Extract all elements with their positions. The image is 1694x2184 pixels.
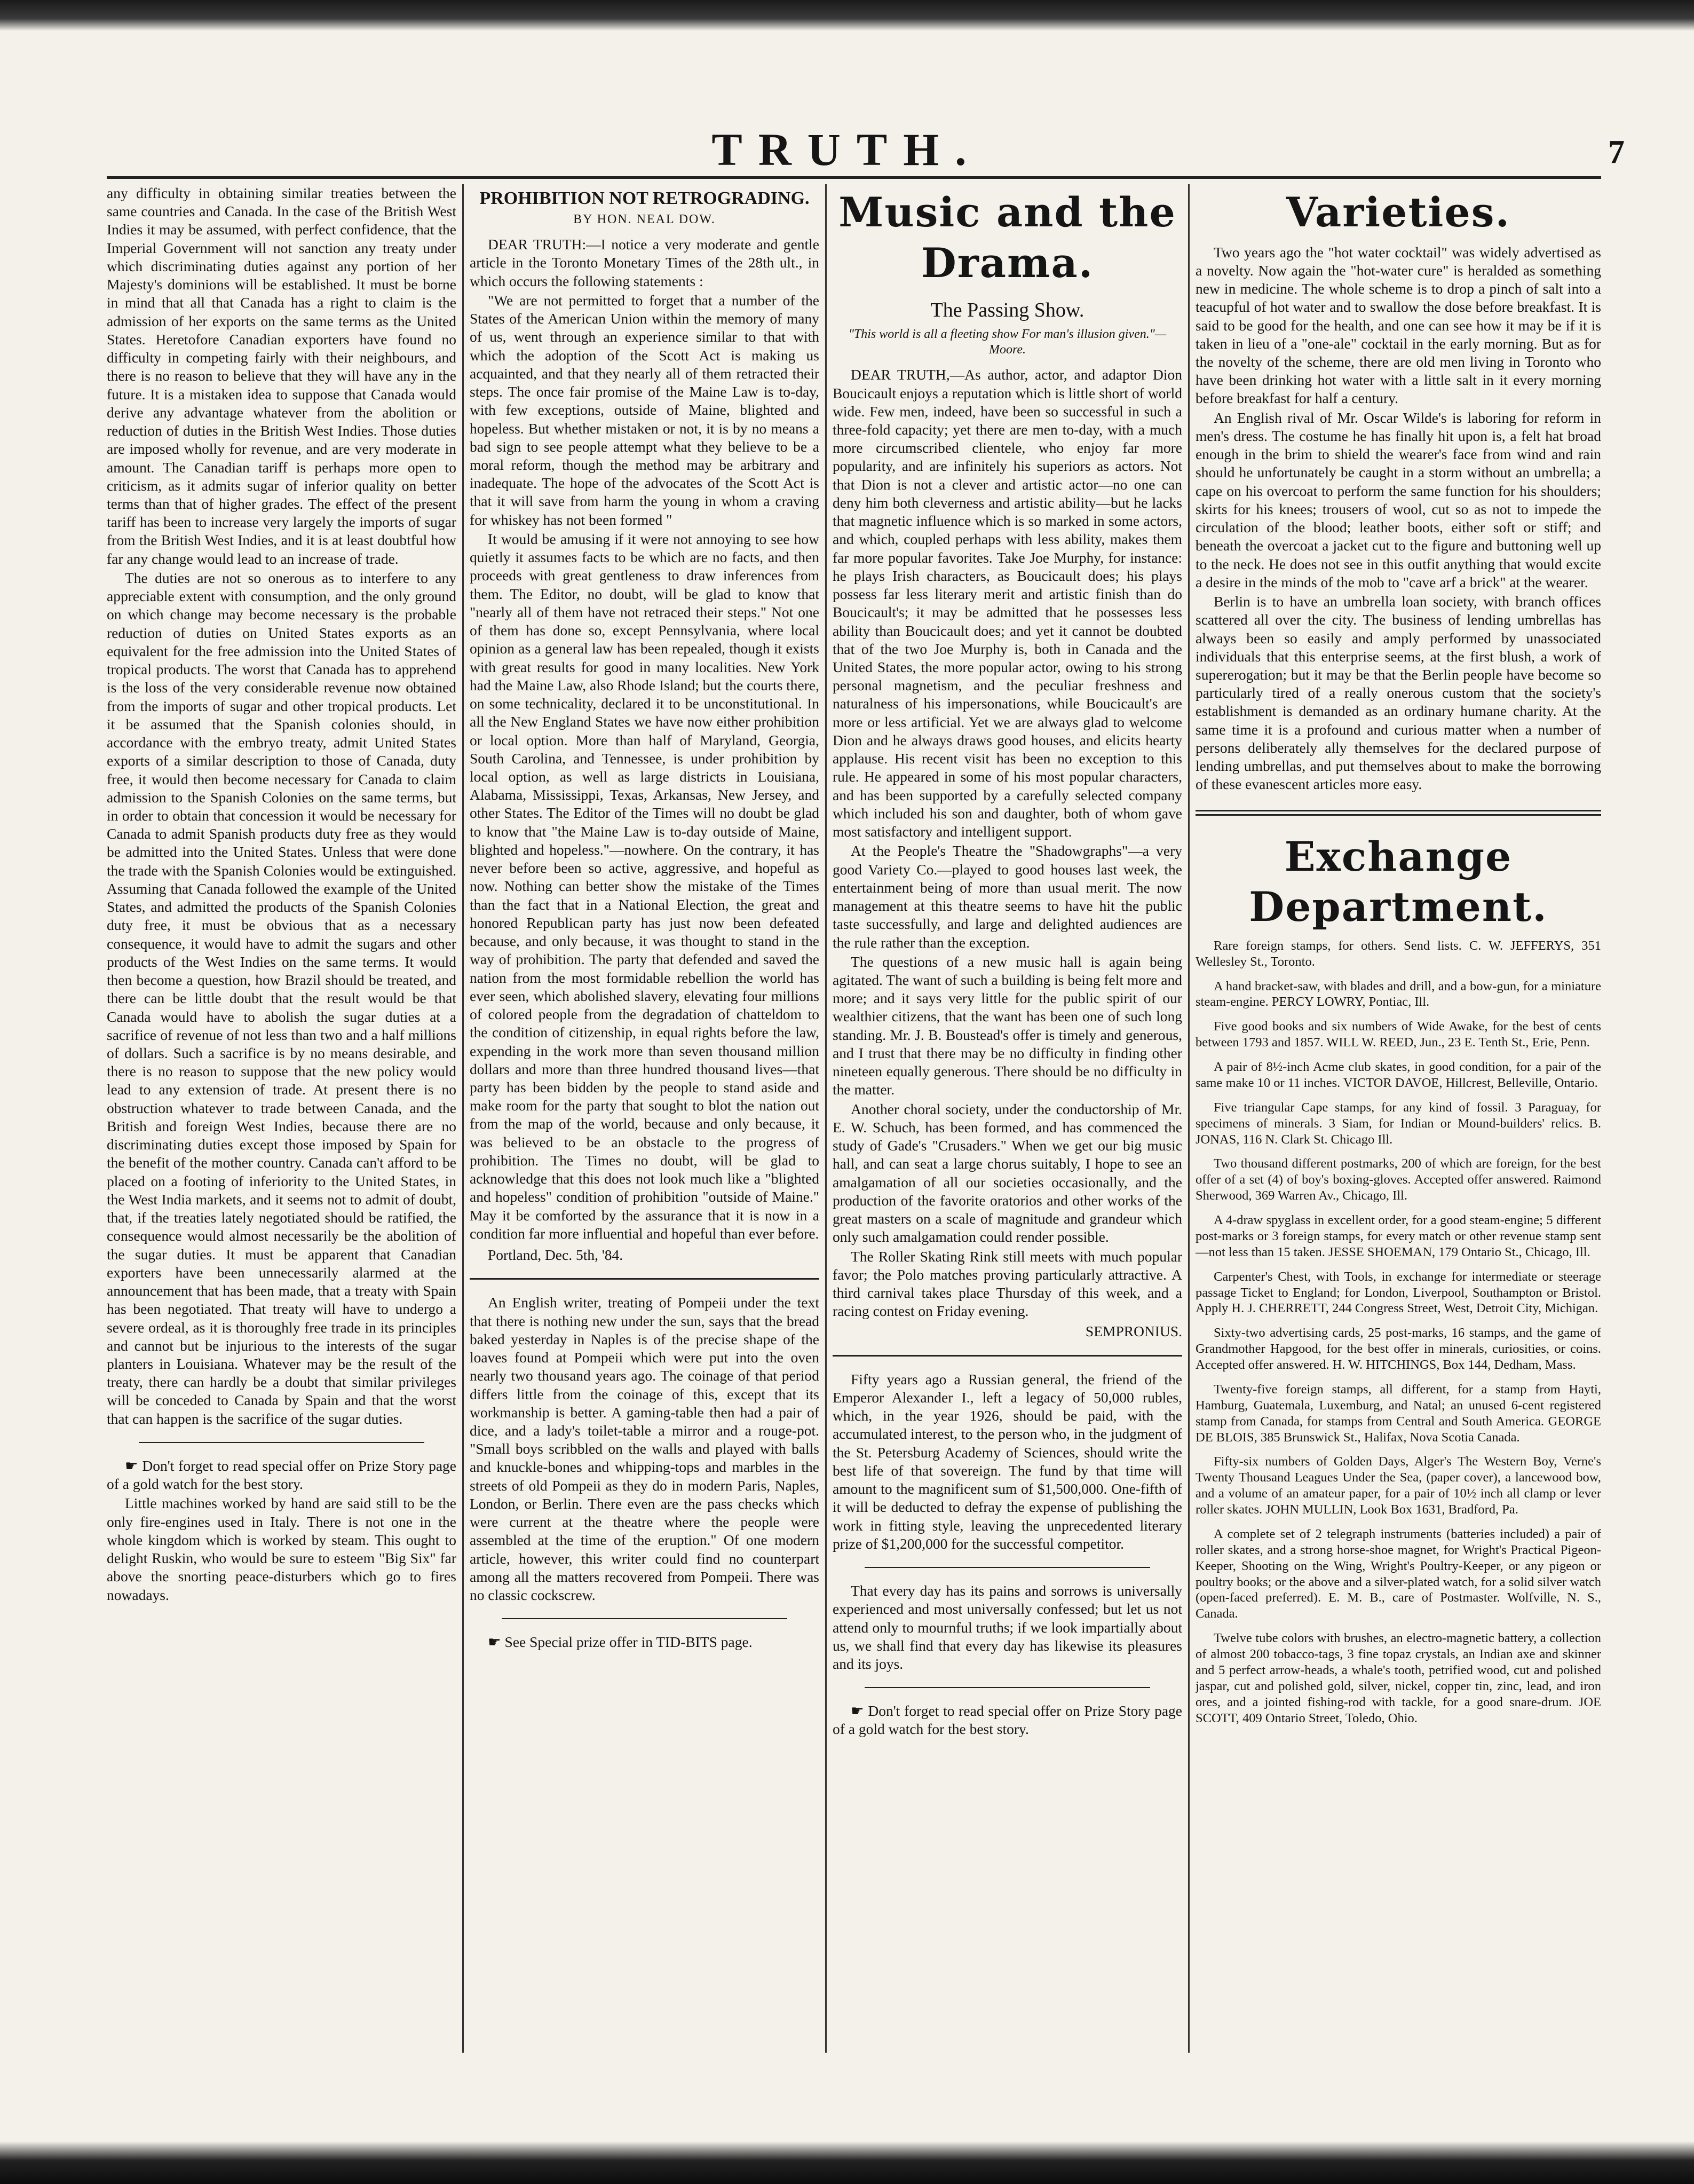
column-4 xyxy=(1196,184,1601,2085)
article-paragraph: any difficulty in obtaining similar treaties between the same countries and Canada. In the case of the British West Indies it may be assumed, with perfect confidence, that the Imperial Government will not sanction any treaty under which discriminating duties against any portion of her Majesty's dominions will be established. It must be borne in mind that all that Canada has a right to claim is the admission of her exports on the same terms as the United States. Heretofore Canadian exporters have found no difficulty in competing fairly with their neighbours, and there is no reason to believe that they will have any in the future. It is a mistaken idea to suppose that Canada would derive any advantage whatever from the abolition or reduction of duties in the British West Indies. Those duties are imposed wholly for revenue, and are very moderate in amount. The Canadian tariff is perhaps more open to criticism, as it admits sugar of inferior quality on better terms than that of higher grades. The effect of the present tariff has been to increase very largely the imports of sugar from the British West Indies, and it is at least doubtful how far any change would lead to an increase of trade. xyxy=(107,185,456,567)
article-paragraph: At the People's Theatre the "Shadowgraphs"—a very good Variety Co.—played to good houses last week, the entertainment being of more than usual merit. The now management at this theatre seems to have hit the public taste successfully, and large and delighted audiences are the rule rather than the exception. xyxy=(833,842,1182,951)
column-separator xyxy=(462,184,464,2053)
exchange-item: Twelve tube colors with brushes, an electro-magnetic battery, a collection of almost 200 tobacco-tags, 3 fine topaz crystals, an Indian axe and skinner and 5 perfect arrow-heads, a whale's tooth, petrified wood, cut and polished jaspar, cut and polished gold, silver, nickel, copper tin, zinc, lead, and iron ores, and a jointed fishing-rod with tackle, for a good snare-drum. JOE SCOTT, 409 Ontario Street, Toledo, Ohio. xyxy=(1196,1631,1601,1725)
article-paragraph: Little machines worked by hand are said still to be the only fire-engines used in Italy. There is not one in the whole kingdom which is worked by steam. This ought to delight Ruskin, who would be sure to esteem "Big Six" far above the snorting peace-disturbers which go to fires nowadays. xyxy=(107,1495,456,1603)
prize-notice-text: See Special prize offer in TID-BITS page. xyxy=(504,1634,753,1651)
pointing-hand-icon: ☛ xyxy=(851,1702,868,1720)
exchange-item: Fifty-six numbers of Golden Days, Alger's The Western Boy, Verne's Twenty Thousand Leagues Under the Sea, (paper cover), a lancewood bow, and a volume of an amateur paper, for a pair of 10½ inch all clamp or lever roller skates. JOHN MULLIN, Look Box 1631, Bradford, Pa. xyxy=(1196,1454,1601,1517)
article-paragraph: That every day has its pains and sorrows is universally experienced and most universally confessed; but let us not attend only to mournful truths; if we look impartially about us, we shall find that every day has likewise its pleasures and its joys. xyxy=(833,1582,1182,1672)
exchange-item: A 4-draw spyglass in excellent order, for a good steam-engine; 5 different post-marks or 3 foreign stamps, for every match or other revenue stamp sent—not less than 15 taken. JESSE SHOEMAN, 179 Ontario St., Chicago, Ill. xyxy=(1196,1213,1601,1259)
page-number: 7 xyxy=(1608,134,1625,170)
article-paragraph: Fifty years ago a Russian general, the friend of the Emperor Alexander I., left a legacy of 50,000 rubles, which, in the year 1926, should be paid, with the accumulated interest, to the person who, in the judgment of the St. Petersburg Academy of Sciences, should write the best life of that sovereign. The fund by that time will amount to the magnificent sum of $1,500,000. One-fifth of it will be deducted to defray the expense of publishing the work in fitting style, leaving the unprecedented literary prize of $1,200,000 for the successful competitor. xyxy=(833,1370,1182,1552)
article-paragraph: It would be amusing if it were not annoying to see how quietly it assumes facts to be which are no facts, and then proceeds with great gentleness to draw inferences from them. The Editor, no doubt, will be glad to know that "nearly all of them have not retraced their steps." Not one of them has done so, except Pennsylvania, where local opinion as a general law has been repealed, though it exists with great results for good in many localities. New York had the Maine Law, also Rhode Island; but the courts there, on some technicality, declared it to be unconstitutional. In all the New England States we have now either prohibition or local option. More than half of Maryland, Georgia, South Carolina, and Tennessee, is under prohibition by local option, as well as large districts in Louisiana, Alabama, Mississippi, Texas, Arkansas, New Jersey, and other States. The Editor of the Times will no doubt be glad to know that "the Maine Law is to-day outside of Maine, blighted and hopeless."—nowhere. On the contrary, it has never before been so active, aggressive, and hopeful as now. Nothing can better show the mistake of the Times than the fact that in a National Election, the great and honored Republican party has just now been defeated because, and only because, it was thought to stand in the way of prohibition. The party that defended and saved the nation from the most formidable rebellion the world has ever seen, which abolished slavery, elevating four millions of colored people from the degradation of chatteldom to the condition of citizenship, in equal rights before the law, expending in the work more than seven thousand million dollars and more than three hundred thousand lives—that party has been bidden by the people to stand aside and make room for the party that sought to blot the nation out from the map of the world, because and only because, it was believed to be an obstacle to the progress of prohibition. The Times no doubt, will be glad to acknowledge that this does not look much like a "blighted and hopeless" condition of prohibition "outside of Maine." May it be comforted by the assurance that it is now in a condition far more influential and hopeful than ever before. xyxy=(470,530,819,1242)
article-paragraph: The duties are not so onerous as to interfere to any appreciable extent with consumption, and the only ground on which change may become necessary is the probable reduction of duties on United States exports as an equivalent for the free admission into the United States of tropical products. The worst that Canada has to apprehend is the loss of the very considerable revenue now obtained from the imports of sugar and other tropical products. Let it be assumed that the Spanish colonies should, in accordance with the embryo treaty, admit United States exports of a similar description to those of Canada, duty free, it would then become necessary for Canada to claim admission to the Spanish Colonies on the same terms, but in order to obtain that concession it would be necessary for Canada to admit Spanish products duty free as they would be admitted into the United States. Unless that were done the trade with the Spanish Colonies would be extinguished. Assuming that Canada followed the example of the United States, and admitted the products of the Spanish Colonies duty free, it must be obvious that as a necessary consequence, it would have to admit the sugars and other products of the West Indies on the same terms. It would then become a question, how Brazil should be treated, and there can be little doubt that the result would be that Canada would have to abolish the sugar duties at a sacrifice of revenue of not less than two and a half millions of dollars. Such a sacrifice is by no means desirable, and there is no reason to suppose that the new policy would lead to any extension of trade. At present there is no obstruction whatever to trade between Canada, and the British and foreign West Indies, because there are no discriminating duties except those imposed by Spain for the benefit of the mother country. Canada can't afford to be placed on a footing of inferiority to the United States, in the West India markets, and it seems not to admit of doubt, that, if the treaties lately negotiated should be ratified, the consequence would almost necessarily be the abolition of the sugar duties. It must be apparent that Canadian exporters have been unnecessarily alarmed at the announcement that has been made, that a treaty with Spain has been negotiated. That treaty will have to undergo a severe ordeal, as it is thoroughly free trade in its principles and cannot but be injurious to the interests of the sugar planters in Louisiana. Whatever may be the result of the treaty, there can hardly be a doubt that similar privileges will be conceded to Canada by Spain and that the worst that can happen is the sacrifice of the sugar duties. xyxy=(107,569,456,1427)
prize-notice xyxy=(107,1457,456,1493)
column-separator xyxy=(825,184,827,2053)
column-1 xyxy=(107,184,456,2085)
exchange-item: A hand bracket-saw, with blades and drill, and a bow-gun, for a miniature steam-engine. PERCY LOWRY, Pontiac, Ill. xyxy=(1196,979,1601,1010)
pointing-hand-icon: ☛ xyxy=(488,1634,505,1651)
section-title: Exchange Department. xyxy=(1249,832,1548,931)
article-paragraph: An English writer, treating of Pompeii under the text that there is nothing new under the sun, says that the bread baked yesterday in Naples is of the precise shape of the loaves found at Pompeii which were put into the oven nearly two thousand years ago. The coinage of that period differs little from the coinage of this, except that its workmanship is better. A gaming-table then had a pair of dice, and a lady's toilet-table a mirror and a rouge-pot. "Small boys scribbled on the walls and played with balls and knuckle-bones and whipping-tops and marbles in the streets of old Pompeii as they do in modern Paris, Naples, London, or Berlin. There even are the pass checks which were current at the theatre where the people were assembled at the time of the eruption." Of one modern article, however, this writer could find no counterpart among all the matters recovered from Pompeii. There was no classic cockscrew. xyxy=(470,1294,819,1604)
article-subhead: The Passing Show. xyxy=(930,299,1085,322)
article-paragraph: The questions of a new music hall is again being agitated. The want of such a building is being felt more and more; and it says very little for the public spirit of our wealthier citizens, that the want has been one of such long standing. Mr. J. B. Boustead's offer is timely and generous, and I trust that there may be no difficulty in finding other nineteen equally generous. There should be no difficulty in the matter. xyxy=(833,953,1182,1098)
article-paragraph: The Roller Skating Rink still meets with much popular favor; the Polo matches proving particularly attractive. A third carnival takes place Thursday of this week, and a racing contest on Friday evening. xyxy=(833,1248,1182,1320)
prize-notice xyxy=(833,1702,1182,1738)
divider xyxy=(865,1567,1150,1568)
divider xyxy=(865,1687,1150,1688)
exchange-listings xyxy=(1196,938,1601,1726)
article-paragraph: Berlin is to have an umbrella loan society, with branch offices scattered all over the city. The business of lending umbrellas has always been so easily and amply performed by unassociated individuals that this enterprise seems, at the first blush, a work of supererogation; but it may be that the Berlin people have become so particularly tired of a really onerous custom that the society's establishment is demanded as an ordinary humane charity. At the same time it is a profound and curious matter when a number of persons deliberately ally themselves for the declared purpose of lending umbrellas, and put themselves about to make the borrowing of these evanescent articles more easy. xyxy=(1196,593,1601,793)
exchange-item: Rare foreign stamps, for others. Send lists. C. W. JEFFERYS, 351 Wellesley St., Toronto. xyxy=(1196,938,1601,969)
masthead-rule xyxy=(107,176,1601,179)
prize-notice xyxy=(470,1633,819,1651)
article-paragraph: DEAR TRUTH,—As author, actor, and adaptor Dion Boucicault enjoys a reputation which is little short of world wide. Few men, indeed, have been so successful in such a three-fold capacity; yet there are men to-day, with a much more circumscribed clientele, who enjoy far more popularity, and are infinitely his superiors as actors. Not that Dion is not a clever and artistic actor—no one can deny him both cleverness and artistic ability—but he lacks that magnetic influence which is so marked in some actors, and which, coupled perhaps with less ability, makes them far more popular favorites. Take Joe Murphy, for instance: he plays Irish characters, as Boucicault does; his plays possess far less literary merit and artistic finish than do Boucicault's; it may be admitted that he possesses less ability than Boucicault does; and yet it cannot be doubted that of the two Joe Murphy is, both in Canada and the United States, the more popular actor, owing to his strong personal magnetism, and the peculiar freshness and naturalness of his impersonations, while Boucicault's are more or less artificial. Yet we are always glad to welcome Dion and he always draws good houses, and elicits hearty applause. His recent visit has been no exception to this rule. He appeared in some of his most popular characters, and has been supported by a carefully selected company which included his son and daughter, both of whom gave most satisfactory and intelligent support. xyxy=(833,366,1182,840)
article-signature: SEMPRONIUS. xyxy=(1085,1323,1182,1340)
exchange-item: Two thousand different postmarks, 200 of which are foreign, for the best offer of a set (4) of boy's boxing-gloves. Accepted offer answered. Raimond Sherwood, 369 Warren Av., Chicago, Ill. xyxy=(1196,1156,1601,1203)
article-paragraph: "We are not permitted to forget that a number of the States of the American Union within the memory of many of us, went through an experience similar to that with which the adoption of the Scott Act is making us acquainted, and that they nearly all of them retracted their steps. The once fair promise of the Maine Law is to-day, with few exceptions, outside of Maine, blighted and hopeless. But whether mistaken or not, it is by no means a bad sign to see people attempt what they believe to be a moral reform, though the method may be arbitrary and inadequate. The hope of the advocates of the Scott Act is that it will save from harm the young in whom a craving for whiskey has not been formed " xyxy=(470,291,819,528)
exchange-item: Carpenter's Chest, with Tools, in exchange for intermediate or steerage passage Ticket to England; for London, Liverpool, Southampton or Bristol. Apply H. J. CHERRETT, 244 Congress Street, West, Detroit City, Michigan. xyxy=(1196,1269,1601,1316)
article-paragraph: DEAR TRUTH:—I notice a very moderate and gentle article in the Toronto Monetary Times of the 28th ult., in which occurs the following statements : xyxy=(470,236,819,289)
section-title: Varieties. xyxy=(1286,188,1511,236)
section-title: Music and the Drama. xyxy=(838,188,1176,287)
divider xyxy=(502,1618,787,1619)
article-dateline: Portland, Dec. 5th, '84. xyxy=(488,1247,623,1264)
article-paragraph: Another choral society, under the conductorship of Mr. E. W. Schuch, has been formed, and has commenced the study of Gade's "Crusaders." When we get our big music hall, and can seat a large chorus suitably, I hope to see an amalgamation of all our societies occasionally, and the production of the favorite oratorios and other works of the great masters on a scale of magnitude and grandeur which only such amalgamation could render possible. xyxy=(833,1100,1182,1245)
scan-top-edge xyxy=(0,0,1694,31)
divider xyxy=(1196,810,1601,816)
scan-bottom-edge xyxy=(0,2141,1694,2184)
exchange-item: Five triangular Cape stamps, for any kind of fossil. 3 Paraguay, for specimens of minerals. 3 Siam, for Indian or Mound-builders' relics. B. JONAS, 116 N. Clark St. Chicago Ill. xyxy=(1196,1100,1601,1147)
exchange-item: Sixty-two advertising cards, 25 post-marks, 16 stamps, and the game of Grandmother Hapgood, for the best offer in minerals, curiosities, or coins. Accepted offer answered. H. W. HITCHINGS, Box 144, Dedham, Mass. xyxy=(1196,1326,1601,1373)
pointing-hand-icon: ☛ xyxy=(125,1457,143,1474)
exchange-item: Twenty-five foreign stamps, all different, for a stamp from Hayti, Hamburg, Guatemala, Luxemburg, and Natal; an unused 6-cent registered stamp from Canada, for stamps from Central and South America. GEORGE DE BLOIS, 385 Brunswick St., Halifax, Nova Scotia Canada. xyxy=(1196,1382,1601,1445)
divider xyxy=(470,1278,819,1280)
divider xyxy=(139,1442,424,1443)
column-separator xyxy=(1188,184,1190,2053)
exchange-item: A complete set of 2 telegraph instruments (batteries included) a pair of roller skates, and a strong horse-shoe magnet, for Wright's Practical Pigeon-Keeper, Shooting on the Wing, Wright's Poultry-Keeper, or any pigeon or poultry books; or the above and a silver-plated watch, for a solid silver watch (open-faced preferred). E. M. B., care of Postmaster. Wolfville, N. S., Canada. xyxy=(1196,1526,1601,1621)
prize-notice-text: Don't forget to read special offer on Prize Story page of a gold watch for the best story. xyxy=(107,1457,456,1493)
article-epigraph: "This world is all a fleeting show For man's illusion given."—Moore. xyxy=(848,327,1167,357)
exchange-item: A pair of 8½-inch Acme club skates, in good condition, for a pair of the same make 10 or 11 inches. VICTOR DAVOE, Hillcrest, Belleville, Ontario. xyxy=(1196,1060,1601,1090)
article-byline: BY HON. NEAL DOW. xyxy=(573,212,716,227)
column-3 xyxy=(833,184,1182,2085)
divider xyxy=(833,1355,1182,1357)
prize-notice-text: Don't forget to read special offer on Prize Story page of a gold watch for the best story. xyxy=(833,1702,1182,1738)
article-title: PROHIBITION NOT RETROGRADING. xyxy=(479,188,810,208)
column-2 xyxy=(470,184,819,2085)
article-paragraph: Two years ago the "hot water cocktail" was widely advertised as a novelty. Now again the "hot-water cure" is heralded as something new in medicine. The whole scheme is to drop a pinch of salt into a teacupful of hot water and to swallow the dose before breakfast. It is said to be good for the health, and one can see how it may be if it is taken in lieu of a "one-ale" cocktail in the early morning. But as for the novelty of the scheme, there are old men living in Toronto who have been drinking hot water with a little salt in it every morning before breakfast for half a century. xyxy=(1196,243,1601,407)
exchange-item: Five good books and six numbers of Wide Awake, for the best of cents between 1793 and 1857. WILL W. REED, Jun., 23 E. Tenth St., Erie, Penn. xyxy=(1196,1019,1601,1050)
masthead: TRUTH. xyxy=(711,124,983,175)
article-paragraph: An English rival of Mr. Oscar Wilde's is laboring for reform in men's dress. The costume he has finally hit upon is, a felt hat broad enough in the brim to shield the wearer's face from wind and rain should he unfortunately be caught in a storm without an umbrella; a cape on his overcoat to perform the same function for his shoulders; skirts for his knees; trousers of wool, cut so as not to impede the circulation of the blood; leather boots, either soft or stiff; and beneath the overcoat a jacket cut to the figure and buttoning well up to the neck. He does not see in this outfit anything that would excite a desire in the minds of the mob to "cave arf a brick" at the wearer. xyxy=(1196,409,1601,590)
